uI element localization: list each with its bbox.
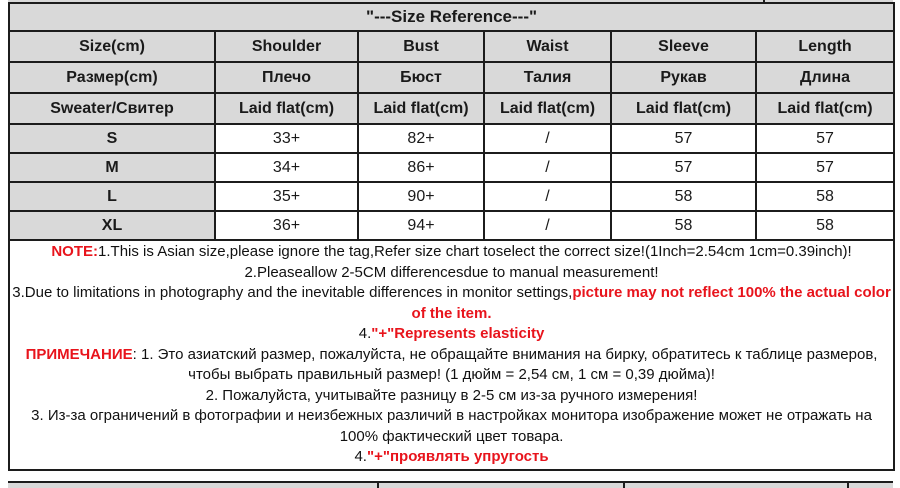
- note-segment: "+"проявлять упругость: [366, 448, 549, 466]
- cell-sleeve: 58: [611, 182, 756, 211]
- note-line: [10, 263, 893, 284]
- cell-bust: 86+: [358, 153, 484, 182]
- cell-bust: 82+: [358, 124, 484, 153]
- cell-shoulder: 35+: [215, 182, 358, 211]
- measure-method-row: [9, 93, 894, 124]
- note-segment: 4.: [358, 325, 372, 343]
- note-line: [10, 447, 893, 468]
- note-line: [10, 386, 893, 407]
- column-header-bust: Bust: [358, 31, 484, 62]
- note-segment: 3. Из-за ограничений в фотографии и неизбежных различий в настройках монитора изображение может не отражать на 100% фактический цвет товара.: [31, 407, 872, 445]
- note-segment: 1.This is Asian size,please ignore the tag,Refer size chart toselect the correct size!(1Inch=2.54cm 1cm=0.39inch)!: [98, 243, 852, 261]
- size-label: XL: [9, 211, 215, 240]
- column-header-size: Size(cm): [9, 31, 215, 62]
- note-segment: NOTE:: [51, 243, 99, 261]
- column-header-waist-ru: Талия: [484, 62, 611, 93]
- table-row-l: [9, 182, 894, 211]
- cell-length: 57: [756, 124, 894, 153]
- header-row-russian: [9, 62, 894, 93]
- measure-label-bust: Laid flat(cm): [358, 93, 484, 124]
- measure-label-shoulder: Laid flat(cm): [215, 93, 358, 124]
- note-line: [10, 283, 893, 324]
- note-segment: picture may not reflect 100% the actual color of the item.: [411, 284, 891, 322]
- cell-shoulder: 36+: [215, 211, 358, 240]
- table-row-s: [9, 124, 894, 153]
- note-line: [10, 242, 893, 263]
- size-label: M: [9, 153, 215, 182]
- table-title: "---Size Reference---": [9, 3, 894, 31]
- note-segment: ПРИМЕЧАНИЕ: [25, 345, 133, 363]
- notes-block: [9, 240, 894, 470]
- measure-label-waist: Laid flat(cm): [484, 93, 611, 124]
- column-header-length: Length: [756, 31, 894, 62]
- cell-sleeve: 57: [611, 153, 756, 182]
- note-line: [10, 406, 893, 447]
- column-header-shoulder-ru: Плечо: [215, 62, 358, 93]
- cell-length: 58: [756, 211, 894, 240]
- note-line: [10, 324, 893, 345]
- note-segment: 4.: [354, 448, 367, 466]
- cell-bust: 90+: [358, 182, 484, 211]
- header-row-english: [9, 31, 894, 62]
- column-header-waist: Waist: [484, 31, 611, 62]
- size-reference-table: [8, 2, 895, 471]
- cell-waist: /: [484, 182, 611, 211]
- note-segment: : 1. Это азиатский размер, пожалуйста, не обращайте внимания на бирку, обратитесь к таблице размеров, чтобы выбрать правильный размер! (1 дюйм = 2,54 см, 1 см = 0,39 дюйма)!: [132, 345, 878, 384]
- note-segment: "+"Represents elasticity: [371, 325, 545, 343]
- column-header-sleeve-ru: Рукав: [611, 62, 756, 93]
- note-segment: 3.Due to limitations in photography and the inevitable differences in monitor settings,: [12, 284, 573, 302]
- measure-label-length: Laid flat(cm): [756, 93, 894, 124]
- cropped-row-bottom-remnant: [8, 481, 893, 488]
- cell-length: 57: [756, 153, 894, 182]
- cell-shoulder: 33+: [215, 124, 358, 153]
- table-row-m: [9, 153, 894, 182]
- table-title-row: [9, 3, 894, 31]
- size-label: L: [9, 182, 215, 211]
- column-header-shoulder: Shoulder: [215, 31, 358, 62]
- cell-waist: /: [484, 153, 611, 182]
- column-header-bust-ru: Бюст: [358, 62, 484, 93]
- column-header-sleeve: Sleeve: [611, 31, 756, 62]
- size-label: S: [9, 124, 215, 153]
- cell-waist: /: [484, 124, 611, 153]
- cell-length: 58: [756, 182, 894, 211]
- cell-sleeve: 58: [611, 211, 756, 240]
- column-header-size-ru: Размер(cm): [9, 62, 215, 93]
- measure-label-sleeve: Laid flat(cm): [611, 93, 756, 124]
- cell-bust: 94+: [358, 211, 484, 240]
- table-row-xl: [9, 211, 894, 240]
- column-header-length-ru: Длина: [756, 62, 894, 93]
- cell-waist: /: [484, 211, 611, 240]
- note-segment: 2. Пожалуйста, учитывайте разницу в 2-5 см из-за ручного измерения!: [205, 386, 698, 404]
- product-label: Sweater/Свитер: [9, 93, 215, 124]
- note-segment: 2.Pleaseallow 2-5CM differencesdue to manual measurement!: [244, 263, 659, 281]
- note-line: [10, 345, 893, 386]
- notes-row: [9, 240, 894, 470]
- cell-shoulder: 34+: [215, 153, 358, 182]
- cell-sleeve: 57: [611, 124, 756, 153]
